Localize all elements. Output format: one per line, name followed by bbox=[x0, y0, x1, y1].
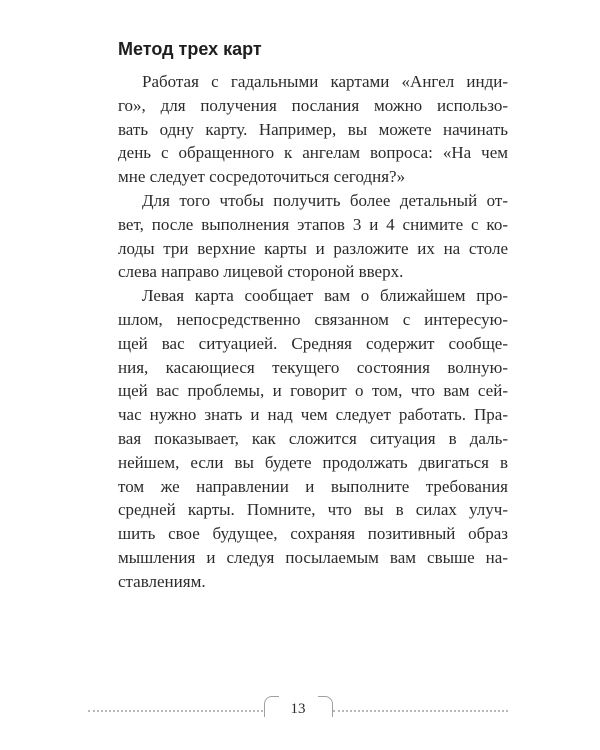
page-footer bbox=[88, 696, 508, 720]
text-line: средней карты. Помните, что вы в силах улуч- bbox=[118, 500, 508, 520]
text-line: вет, после выполнения этапов 3 и 4 снимите с ко- bbox=[118, 214, 508, 234]
text-line: ния, касающиеся текущего состояния волную- bbox=[118, 357, 508, 377]
text-line: щей вас проблемы, и говорит о том, что вам сей- bbox=[118, 381, 508, 401]
text-line: мышления и следуя посылаемым вам свыше на- bbox=[118, 547, 508, 567]
page-number-frame-right bbox=[318, 696, 333, 717]
footer-divider-right bbox=[333, 710, 508, 712]
page-number: 13 bbox=[290, 701, 306, 717]
text-line: вая показывает, как сложится ситуация в даль- bbox=[118, 428, 508, 448]
text-line: щей вас ситуацией. Средняя содержит сообще- bbox=[118, 333, 508, 353]
body-text bbox=[118, 70, 508, 594]
text-line: го», для получения послания можно использо- bbox=[118, 95, 508, 115]
text-line: ставлениям. bbox=[118, 571, 206, 591]
text-line: слева направо лицевой стороной вверх. bbox=[118, 262, 404, 282]
text-line: лоды три верхние карты и разложите их на столе bbox=[118, 238, 508, 258]
text-line: день с обращенного к ангелам вопроса: «На чем bbox=[118, 143, 508, 163]
paragraph bbox=[118, 70, 508, 189]
paragraph bbox=[118, 189, 508, 284]
text-line: час нужно знать и над чем следует работать. Пра- bbox=[118, 405, 508, 425]
text-line: мне следует сосредоточиться сегодня?» bbox=[118, 167, 406, 187]
text-line: шлом, непосредственно связанном с интересую- bbox=[118, 309, 508, 329]
text-line: шить свое будущее, сохраняя позитивный образ bbox=[118, 524, 508, 544]
footer-divider-left bbox=[88, 710, 263, 712]
text-line: Левая карта сообщает вам о ближайшем про- bbox=[142, 286, 508, 306]
text-line: вать одну карту. Например, вы можете начинать bbox=[118, 119, 508, 139]
section-heading: Метод трех карт bbox=[118, 39, 262, 59]
text-line: нейшем, если вы будете продолжать двигаться в bbox=[118, 452, 508, 472]
text-line: Для того чтобы получить более детальный от- bbox=[142, 190, 508, 210]
text-line: том же направлении и выполните требования bbox=[118, 476, 508, 496]
text-line: Работая с гадальными картами «Ангел инди- bbox=[142, 72, 508, 91]
paragraph bbox=[118, 284, 508, 593]
